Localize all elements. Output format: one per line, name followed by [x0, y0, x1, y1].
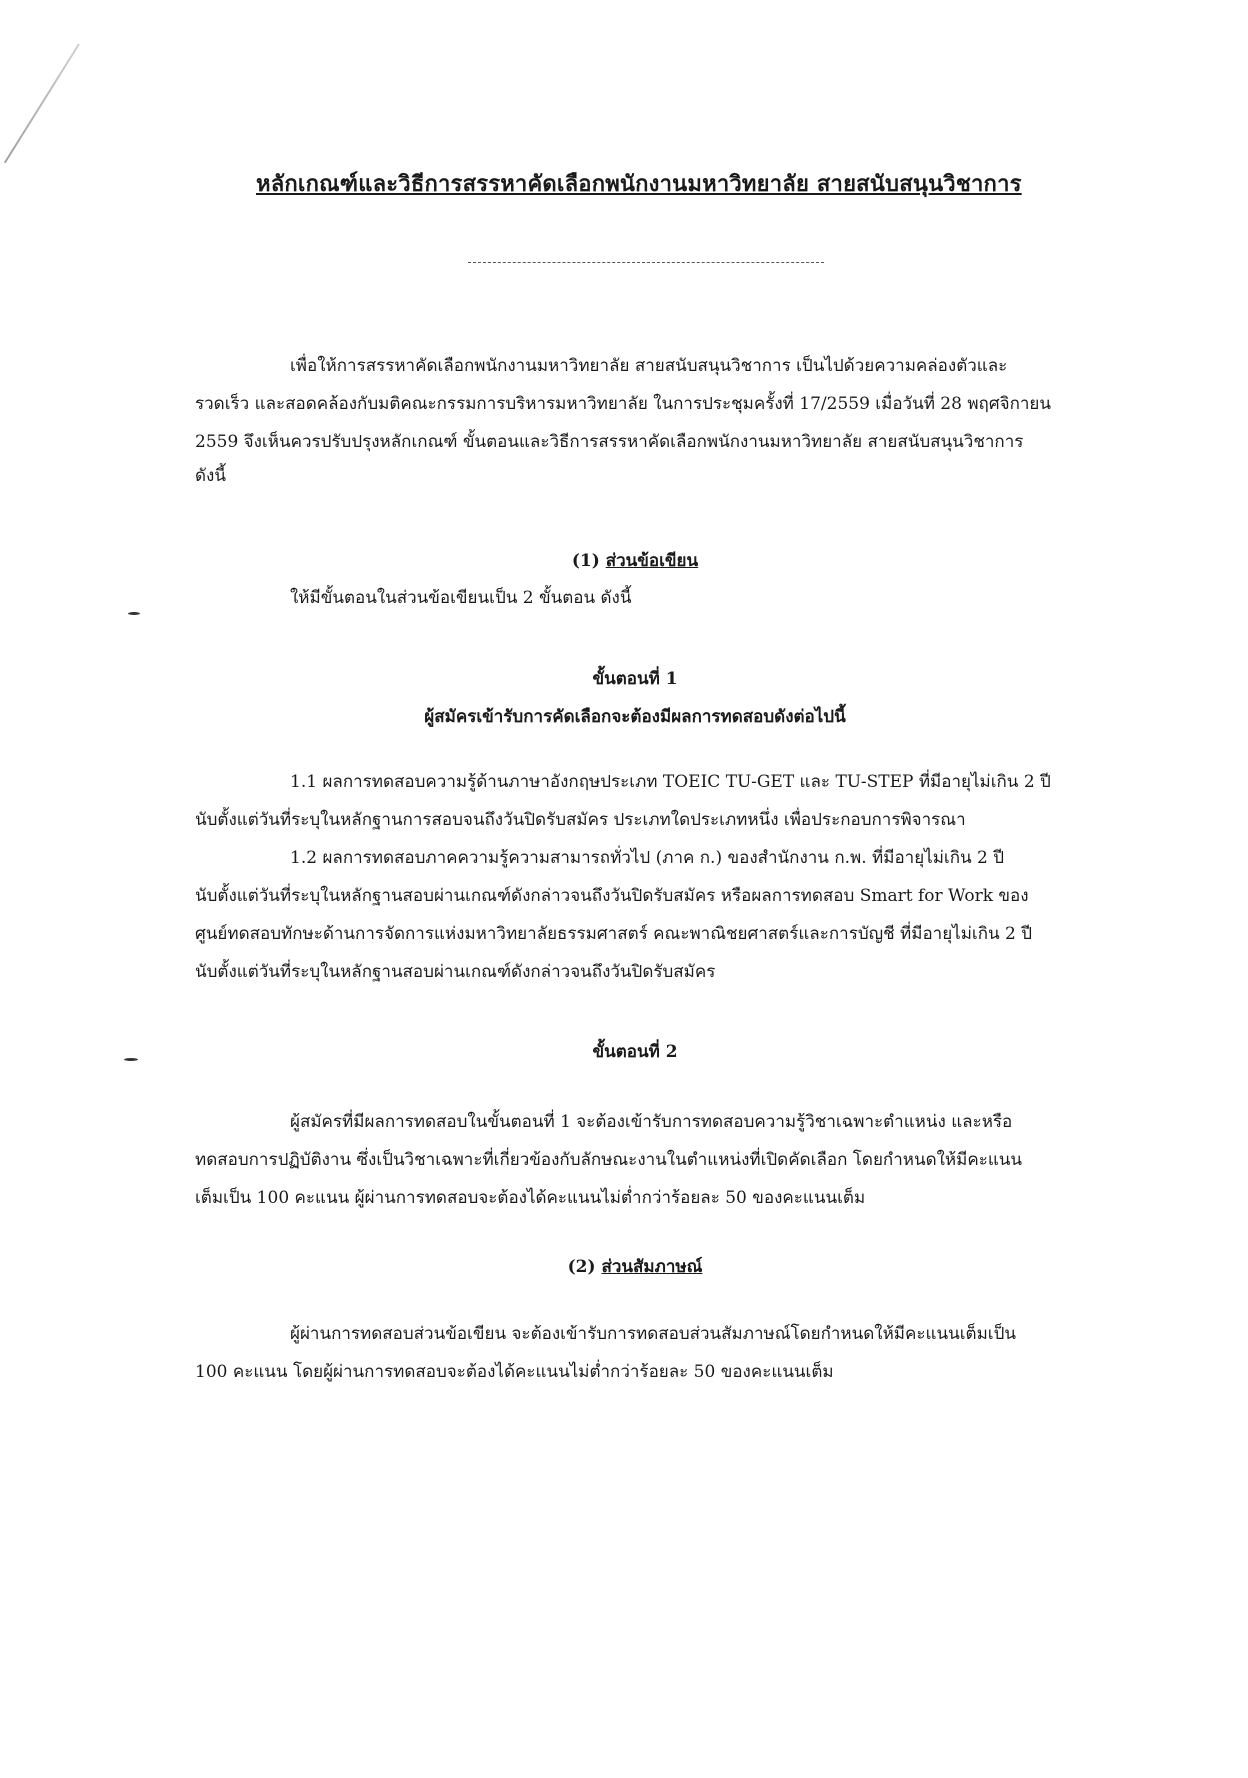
section1-heading	[195, 547, 1075, 574]
intro-line-1: เพื่อให้การสรรหาคัดเลือกพนักงานมหาวิทยาลัย สายสนับสนุนวิชาการ เป็นไปด้วยความคล่องตัวและ	[290, 356, 1008, 376]
step1-item2-line-4: นับตั้งแต่วันที่ระบุในหลักฐานสอบผ่านเกณฑ์ดังกล่าวจนถึงวันปิดรับสมัคร	[195, 962, 716, 982]
section2-body-line-2: 100 คะแนน โดยผู้ผ่านการทดสอบจะต้องได้คะแนนไม่ต่ำกว่าร้อยละ 50 ของคะแนนเต็ม	[195, 1362, 834, 1382]
intro-line-4: ดังนี้	[195, 466, 226, 486]
step1-item1-line-1: 1.1 ผลการทดสอบความรู้ด้านภาษาอังกฤษประเภท TOEIC TU-GET และ TU-STEP ที่มีอายุไม่เกิน 2 ปี	[290, 772, 1051, 792]
step1-item1-line-2: นับตั้งแต่วันที่ระบุในหลักฐานการสอบจนถึงวันปิดรับสมัคร ประเภทใดประเภทหนึ่ง เพื่อประกอบการพิจารณา	[195, 810, 966, 830]
step2-heading: ขั้นตอนที่ 2	[592, 1042, 678, 1062]
step1-subheading: ผู้สมัครเข้ารับการคัดเลือกจะต้องมีผลการทดสอบดังต่อไปนี้	[424, 707, 846, 727]
scan-artifact-line	[4, 43, 80, 163]
section1-number: (1)	[571, 551, 600, 571]
step1-item2-line-3: ศูนย์ทดสอบทักษะด้านการจัดการแห่งมหาวิทยาลัยธรรมศาสตร์ คณะพาณิชยศาสตร์และการบัญชี ที่มีอายุไม่เกิน 2 ปี	[195, 924, 1033, 944]
section2-body-line-1: ผู้ผ่านการทดสอบส่วนข้อเขียน จะต้องเข้ารับการทดสอบส่วนสัมภาษณ์โดยกำหนดให้มีคะแนนเต็มเป็น	[290, 1324, 1016, 1344]
document-title: หลักเกณฑ์และวิธีการสรรหาคัดเลือกพนักงานมหาวิทยาลัย สายสนับสนุนวิชาการ	[256, 171, 1022, 197]
section2-heading	[195, 1253, 1075, 1280]
section1-title: ส่วนข้อเขียน	[605, 551, 699, 571]
section2-title: ส่วนสัมภาษณ์	[601, 1257, 703, 1277]
title-divider	[468, 262, 824, 263]
step2-body-line-1: ผู้สมัครที่มีผลการทดสอบในขั้นตอนที่ 1 จะต้องเข้ารับการทดสอบความรู้วิชาเฉพาะตำแหน่ง และหรือ	[290, 1112, 1013, 1132]
section2-number: (2)	[567, 1257, 596, 1277]
step1-heading: ขั้นตอนที่ 1	[592, 669, 678, 689]
intro-line-3: 2559 จึงเห็นควรปรับปรุงหลักเกณฑ์ ขั้นตอนและวิธีการสรรหาคัดเลือกพนักงานมหาวิทยาลัย สายสนับสนุนวิชาการ	[195, 432, 1024, 452]
scan-mark	[128, 612, 140, 615]
intro-line-2: รวดเร็ว และสอดคล้องกับมติคณะกรรมการบริหารมหาวิทยาลัย ในการประชุมครั้งที่ 17/2559 เมื่อวันที่ 28 พฤศจิกายน	[195, 394, 1052, 414]
section1-lead: ให้มีขั้นตอนในส่วนข้อเขียนเป็น 2 ขั้นตอน ดังนี้	[290, 588, 632, 608]
step1-item2-line-2: นับตั้งแต่วันที่ระบุในหลักฐานสอบผ่านเกณฑ์ดังกล่าวจนถึงวันปิดรับสมัคร หรือผลการทดสอบ Smart for Work ของ	[195, 886, 1029, 906]
scan-mark	[124, 1058, 138, 1061]
step1-item2-line-1: 1.2 ผลการทดสอบภาคความรู้ความสามารถทั่วไป (ภาค ก.) ของสำนักงาน ก.พ. ที่มีอายุไม่เกิน 2 ปี	[290, 848, 1005, 868]
step2-body-line-3: เต็มเป็น 100 คะแนน ผู้ผ่านการทดสอบจะต้องได้คะแนนไม่ต่ำกว่าร้อยละ 50 ของคะแนนเต็ม	[195, 1188, 866, 1208]
step2-body-line-2: ทดสอบการปฏิบัติงาน ซึ่งเป็นวิชาเฉพาะที่เกี่ยวข้องกับลักษณะงานในตำแหน่งที่เปิดคัดเลือก โดยกำหนดให้มีคะแนน	[195, 1150, 1023, 1170]
